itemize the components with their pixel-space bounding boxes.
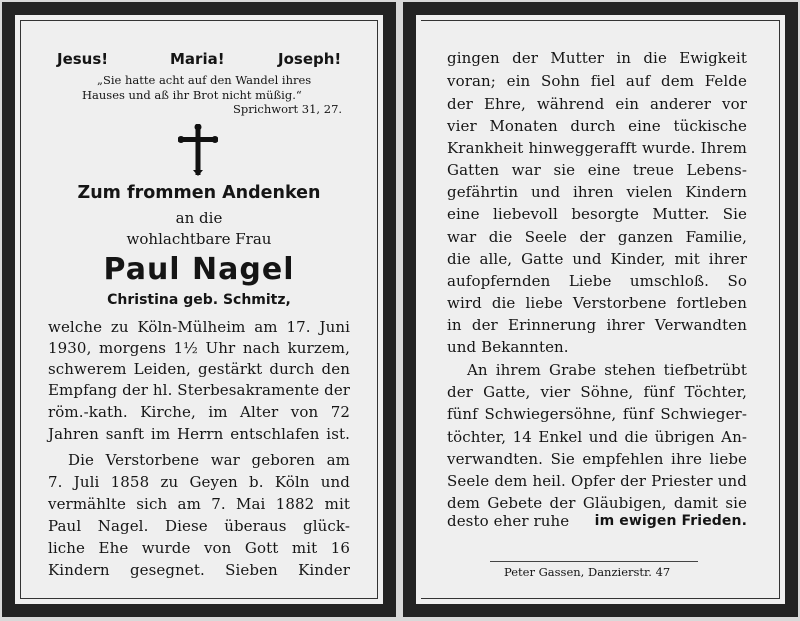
heading: Zum frommen Andenken: [77, 183, 321, 203]
invocation-jesus: Jesus!: [57, 50, 109, 68]
right-text-line: voran; ein Sohn fiel auf dem Felde: [447, 72, 747, 90]
invocation-maria: Maria!: [170, 50, 225, 68]
right-text-line: eine liebevoll besorgte Mutter. Sie: [447, 205, 747, 223]
left-text-line: Paul Nagel. Diese überaus glück-: [48, 517, 350, 535]
right-text-line: die alle, Gatte und Kinder, mit ihrer: [447, 250, 747, 268]
footer-divider: [490, 561, 698, 562]
subheading-an-die: an die: [175, 209, 223, 227]
subheading-frau: wohlachtbare Frau: [126, 230, 272, 248]
right-text-line: Seele dem heil. Opfer der Priester und: [447, 472, 747, 490]
left-text-line: welche zu Köln-Mülheim am 17. Juni: [48, 318, 350, 336]
quote-line-1: „Sie hatte acht auf den Wandel ihres: [97, 73, 312, 87]
right-text-line: der Ehre, während ein anderer vor: [447, 95, 747, 113]
right-text-line: aufopfernden Liebe umschloß. So: [447, 272, 747, 290]
deceased-name: Paul Nagel: [103, 252, 295, 287]
right-text-line: und Bekannten.: [447, 338, 569, 356]
latin-cross-icon: [178, 124, 218, 176]
left-text-line: Kindern gesegnet. Sieben Kinder: [48, 561, 350, 579]
right-text-line: fünf Schwiegersöhne, fünf Schwieger-: [447, 405, 747, 423]
closing-emphasis: im ewigen Frieden.: [594, 513, 747, 529]
printer-imprint: Peter Gassen, Danzierstr. 47: [504, 565, 671, 579]
left-text-line: vermählte sich am 7. Mai 1882 mit: [48, 495, 350, 513]
left-text-line: schwerem Leiden, gestärkt durch den: [48, 360, 350, 378]
quote-source: Sprichwort 31, 27.: [233, 102, 343, 116]
right-text-line: töchter, 14 Enkel und die übrigen An-: [447, 428, 747, 446]
right-text-line: Krankheit hinweggerafft wurde. Ihrem: [447, 139, 747, 157]
left-text-line: Die Verstorbene war geboren am: [68, 451, 350, 469]
right-text-line: der Gatte, vier Söhne, fünf Töchter,: [447, 383, 747, 401]
maiden-name: Christina geb. Schmitz,: [107, 292, 291, 308]
right-text-line: in der Erinnerung ihrer Verwandten: [447, 316, 747, 334]
right-text-line: vier Monaten durch eine tückische: [447, 117, 747, 135]
left-text-line: 1930, morgens 1½ Uhr nach kurzem,: [48, 339, 350, 357]
right-text-line: war die Seele der ganzen Familie,: [447, 228, 747, 246]
right-text-line: An ihrem Grabe stehen tiefbetrübt: [467, 361, 747, 379]
right-text-line: verwandten. Sie empfehlen ihre liebe: [447, 450, 747, 468]
right-text-line: Gatten war sie eine treue Lebens-: [447, 161, 747, 179]
left-text-line: 7. Juli 1858 zu Geyen b. Köln und: [48, 473, 350, 491]
right-text-line: wird die liebe Verstorbene fortleben: [447, 294, 747, 312]
right-text-line: gingen der Mutter in die Ewigkeit: [447, 49, 747, 67]
invocation-joseph: Joseph!: [278, 50, 342, 68]
left-text-line: röm.-kath. Kirche, im Alter von 72: [48, 403, 350, 421]
quote-line-2: Hauses und aß ihr Brot nicht müßig.“: [82, 88, 302, 102]
right-text-line: gefährtin und ihren vielen Kindern: [447, 183, 747, 201]
left-text-line: Empfang der hl. Sterbesakramente der: [48, 381, 351, 399]
left-text-line: Jahren sanft im Herrn entschlafen ist.: [48, 425, 350, 443]
right-closing-line: [447, 512, 747, 530]
right-text-line: dem Gebete der Gläubigen, damit sie: [447, 494, 747, 512]
left-text-line: liche Ehe wurde von Gott mit 16: [48, 539, 350, 557]
closing-text: desto eher ruhe: [447, 512, 570, 530]
